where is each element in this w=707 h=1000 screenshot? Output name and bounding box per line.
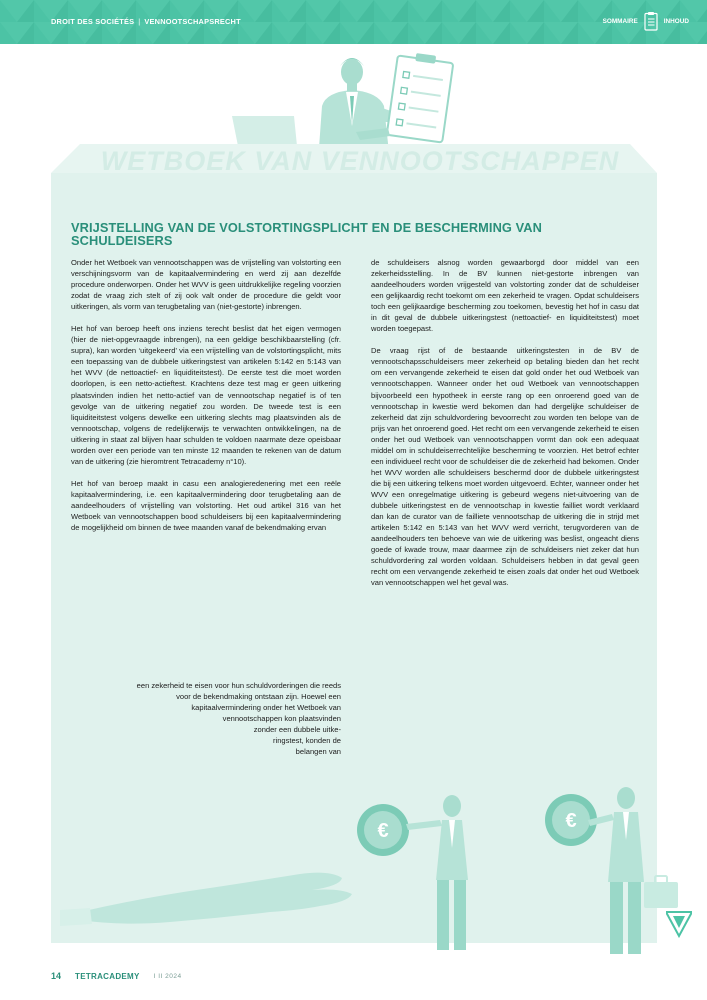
paragraph: De vraag rijst of de bestaande uitkeringstesten in de BV de vennootschapsschuldeisers meer zekerheid op betaling bieden dan het recht om een vervangende zekerheid te eisen dat gold onder het oud Wetboek van vennootschappen. Wanneer onder het oud Wetboek van vennootschappen bijvoorbeeld een hypotheek in eerste rang op een onroerend goed van de vennootschap in kwestie werd bekomen dan had dergelijke schuldeiser de zekerheid dat zijn schuldvordering bevoorrecht zou worden ten belope van de prijs van het onroerend goed. Het recht om een vervangende zekerheid te eisen onder het oud Wetboek van vennootschappen vormt dan ook een adequaat middel om in schuldeiserrechtelijke bescherming te voorzien. Het betrof echter een individueel recht voor de schuldeiser die de zekerheid had bekomen. Onder het WVV worden alle schuldeisers beschermd door de dubbele uitkeringstest die bij een uitkering telkens moet worden uitgevoerd. Echter, wanneer onder het WVV een onregelmatige uitkering is gebeurd wegens niet-uitvoering van de dubbele uitkeringstest en de vennootschap in kwestie failliet wordt verklaard dan kan de curator van de failliete vennootschap de uitkering die in strijd met artikelen 5:142 en 5:143 van het WVV werd verricht, terugvorderen van de aandeelhouders ten behoeve van wie de uitkering was beslist, ongeacht diens goede of kwade trouw, maar daarmee zijn de schuldeisers niet zeker dat hun schuldvordering zal worden voldaan. Schuldeisers hebben in dat geval geen recht om een vervangende zekerheid te eisen zoals dat onder het oud Wetboek van vennootschappen wel het geval was. xyxy=(371,346,639,588)
breadcrumb xyxy=(51,17,241,26)
text-line: voor de bekendmaking ontstaan zijn. Hoewel een xyxy=(176,692,341,701)
paragraph-tail xyxy=(71,680,341,757)
paragraph: Het hof van beroep maakt in casu een analogieredenering met een reële kapitaalvermindering, i.e. een kapitaalvermindering door terugbetaling aan de aandeelhouders of vrijstelling van volstorting. Het oud artikel 316 van het Wetboek van vennootschappen bood schuldeisers bij een kapitaalvermindering de mogelijkheid om binnen de twee maanden vanaf de bekendmaking ervan xyxy=(71,478,341,533)
banner-text: WETBOEK VAN VENNOOTSCHAPPEN xyxy=(100,146,620,176)
briefcase-icon xyxy=(644,876,678,908)
toc-label-fr[interactable]: SOMMAIRE xyxy=(602,17,638,25)
paragraph: Het hof van beroep heeft ons inziens terecht beslist dat het eigen vermogen (hier de niet-opgevraagde inbrengen), na een geldige beschikbaarstelling (cfr. supra), kan worden ‘uitgekeerd’ via een vrijstelling van de volstortingsplicht, mits een toepassing van de dubbele uitkeringstest van artikelen 5:142 en 5:143 van het WVV (de nettoactief- en liquiditeitstest). De eerste test die moet worden doorlopen, is een netto-actieftest. Krachtens deze test mag er geen uitkering plaatsvinden indien het netto-actief van de vennootschap negatief is of ten gevolge van de uitkering negatief zou worden. De tweede test is een liquiditeitstest volgens dewelke een uitkering slechts mag plaatsvinden als de vennootschap, volgens de redelijkerwijs te verwachten ontwikkelingen, na de uitkering in staat zal blijven haar schulden te voldoen naarmate deze opeisbaar worden over een periode van ten minste 12 maanden te rekenen van de datum van de uitkering (zie hieromtrent Tetracademy n°10). xyxy=(71,324,341,466)
svg-text:€: € xyxy=(377,820,389,842)
clipboard-icon[interactable] xyxy=(644,11,658,31)
issue-label: I II 2024 xyxy=(153,972,182,980)
text-line: zonder een dubbele uitke- xyxy=(253,725,341,734)
tetracademy-logo[interactable]: TETRACADEMY xyxy=(75,971,140,981)
text-line: kapitaalvermindering onder het Wetboek van xyxy=(191,703,341,712)
coin-exchange-illustration xyxy=(0,770,707,960)
table-of-contents-link[interactable] xyxy=(603,11,689,31)
businessman-figure xyxy=(406,795,468,950)
article-title: VRIJSTELLING VAN DE VOLSTORTINGSPLICHT EN DE BESCHERMING VAN SCHULDEISERS xyxy=(71,220,542,249)
businessman-figure xyxy=(588,787,644,954)
section-fr[interactable]: DROIT DES SOCIÉTÉS xyxy=(51,17,135,26)
text-line: een zekerheid te eisen voor hun schuldvorderingen die reeds xyxy=(136,681,341,690)
breadcrumb-separator: | xyxy=(138,17,141,26)
article-column-right xyxy=(371,257,639,599)
euro-coin-icon xyxy=(357,804,409,856)
paragraph: Onder het Wetboek van vennootschappen was de vrijstelling van volstorting een verschijningsvorm van de kapitaalvermindering en werd zij aan dezelfde procedure onderworpen. Onder het WVV is geen uitdrukkelijke regeling voorzien zodat de vraag zich stelt of zij ook valt onder de procedure die geldt voor uitkeringen, als vorm van terugbetaling van (niet-gestorte) inbrengen. xyxy=(71,258,341,312)
section-nl[interactable]: VENNOOTSCHAPSRECHT xyxy=(144,17,241,26)
paragraph: de schuldeisers alsnog worden gewaarborgd door middel van een zekerheidsstelling. In de BV kunnen niet-gestorte inbrengen van aandeelhouders worden vrijgesteld van volstorting zonder dat de schuldeiser een gelijkaardig recht toekomt om een zekerheid te vragen. Opdat schuldeisers toch een gelijkaardige bescherming zou toekomen, bevestig het hof in casu dat in dit geval de dubbele uitkeringstest (nettoactief- en liquiditeitstest) moet worden toegepast. xyxy=(371,258,639,334)
article-column-left xyxy=(71,257,341,544)
text-line: belangen van xyxy=(295,747,341,756)
page-number: 14 xyxy=(51,971,62,981)
arrow-down-icon[interactable] xyxy=(666,910,692,938)
toc-label-nl[interactable]: INHOUD xyxy=(663,17,689,25)
text-line: vennootschappen kon plaatsvinden xyxy=(222,714,341,723)
svg-text:€: € xyxy=(565,810,577,832)
header-bar xyxy=(0,0,707,44)
text-line: ringstest, konden de xyxy=(273,736,341,745)
footer xyxy=(51,966,182,986)
